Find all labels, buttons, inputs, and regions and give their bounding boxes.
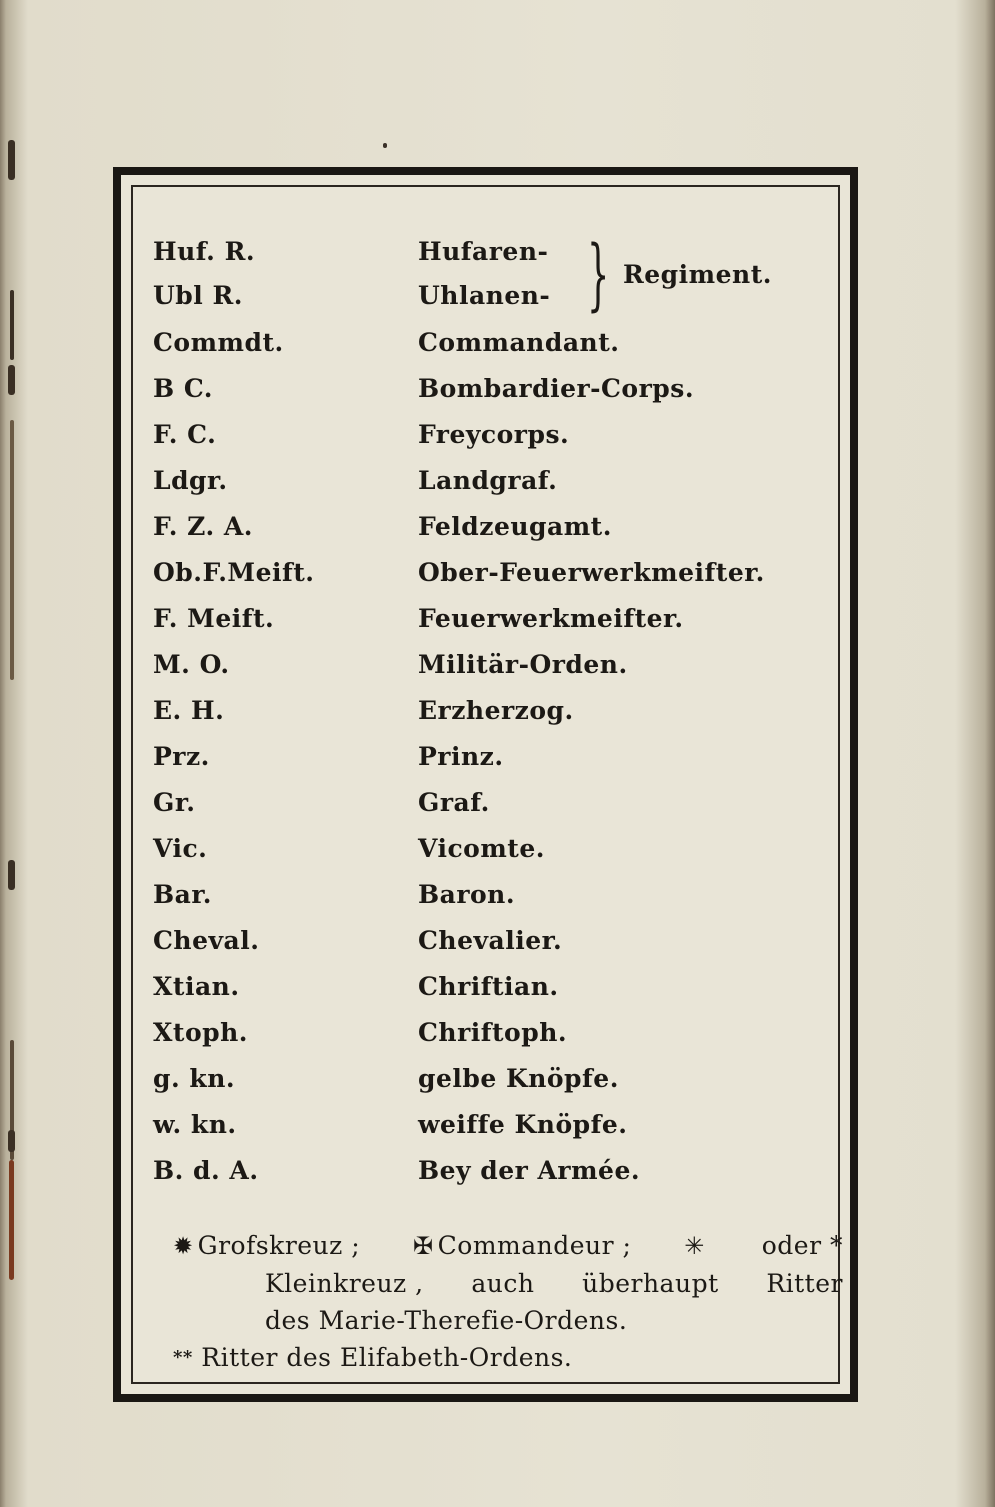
abbreviation: F. Meift. [153, 604, 275, 633]
legend-word: Kleinkreuz , [265, 1269, 424, 1298]
legend-word: auch [471, 1269, 535, 1298]
abbreviation: Ubl R. [153, 281, 243, 310]
table-row [133, 558, 838, 598]
spine-mark [8, 1130, 15, 1152]
expansion: Erzherzog. [418, 696, 574, 725]
table-row [133, 696, 838, 736]
abbreviation: Vic. [153, 834, 208, 863]
expansion: weiffe Knöpfe. [418, 1110, 628, 1139]
abbreviation: Cheval. [153, 926, 260, 955]
expansion: Prinz. [418, 742, 504, 771]
table-row [133, 788, 838, 828]
abbreviation: Commdt. [153, 328, 284, 357]
table-row [133, 1018, 838, 1058]
expansion: Chevalier. [418, 926, 563, 955]
spine-mark [8, 140, 15, 180]
expansion: Freycorps. [418, 420, 570, 449]
abbreviation: Ldgr. [153, 466, 228, 495]
abbreviation: Huf. R. [153, 237, 256, 266]
legend-line-2 [265, 1265, 843, 1302]
grand-cross-icon: ✹ [173, 1232, 194, 1260]
abbreviation: F. Z. A. [153, 512, 253, 541]
table-row [133, 742, 838, 782]
abbreviation: Bar. [153, 880, 212, 909]
table-row [133, 420, 838, 460]
expansion: Bey der Armée. [418, 1156, 641, 1185]
expansion: Feldzeugamt. [418, 512, 612, 541]
expansion: gelbe Knöpfe. [418, 1064, 619, 1093]
legend-line-3: des Marie-Therefie-Ordens. [265, 1306, 628, 1335]
table-row [133, 466, 838, 506]
expansion: Graf. [418, 788, 490, 817]
double-asterisk-icon: ** [173, 1347, 193, 1368]
abbreviation: g. kn. [153, 1064, 236, 1093]
expansion: Commandant. [418, 328, 620, 357]
table-row [133, 512, 838, 552]
regiment-label: Regiment. [623, 260, 772, 289]
expansion: Chriftoph. [418, 1018, 568, 1047]
oder-label: oder * [761, 1231, 843, 1260]
commander-label: Commandeur ; [437, 1231, 632, 1260]
expansion: Hufaren- [418, 237, 549, 266]
spine-mark [8, 365, 15, 395]
abbreviation: B C. [153, 374, 213, 403]
expansion: Ober-Feuerwerkmeifter. [418, 558, 765, 587]
commander-cross-icon: ✠ [413, 1232, 434, 1260]
table-row [133, 328, 838, 368]
table-row [133, 604, 838, 644]
spine-mark [10, 290, 14, 360]
legend-word: Ritter [766, 1269, 843, 1298]
abbreviation: w. kn. [153, 1110, 237, 1139]
abbreviation: Ob.F.Meift. [153, 558, 315, 587]
abbreviation: Xtoph. [153, 1018, 248, 1047]
frame-inner-border [131, 185, 843, 1384]
abbreviation: Gr. [153, 788, 196, 817]
abbreviation: M. O. [153, 650, 230, 679]
abbreviation-frame [113, 167, 858, 1402]
knight-star-icon: ✳ [684, 1232, 705, 1260]
spine-mark [8, 860, 15, 890]
expansion: Feuerwerkmeifter. [418, 604, 684, 633]
order-legend [173, 1227, 853, 1376]
expansion: Landgraf. [418, 466, 558, 495]
expansion: Vicomte. [418, 834, 545, 863]
spine-mark [9, 1160, 14, 1280]
legend-word: überhaupt [582, 1269, 719, 1298]
legend-line-1 [173, 1227, 843, 1265]
table-row [133, 1110, 838, 1150]
expansion: Uhlanen- [418, 281, 551, 310]
table-row [133, 1064, 838, 1104]
grand-cross-label: Grofskreuz ; [197, 1231, 361, 1260]
abbreviation: Prz. [153, 742, 210, 771]
abbreviation: B. d. A. [153, 1156, 259, 1185]
elisabeth-order-label: Ritter des Elifabeth-Ordens. [201, 1343, 573, 1372]
curly-brace: } [587, 230, 610, 320]
table-row [133, 972, 838, 1012]
ink-speck [383, 143, 387, 148]
abbreviation: Xtian. [153, 972, 240, 1001]
abbreviation: E. H. [153, 696, 225, 725]
expansion: Bombardier-Corps. [418, 374, 695, 403]
spine-mark [10, 420, 14, 680]
table-row [133, 1156, 838, 1196]
abbreviation: F. C. [153, 420, 217, 449]
table-row [133, 926, 838, 966]
expansion: Baron. [418, 880, 516, 909]
expansion: Chriftian. [418, 972, 559, 1001]
table-row [133, 880, 838, 920]
table-row [133, 650, 838, 690]
legend-line-4 [173, 1339, 853, 1376]
table-row [133, 834, 838, 874]
expansion: Militär-Orden. [418, 650, 628, 679]
table-row [133, 374, 838, 414]
